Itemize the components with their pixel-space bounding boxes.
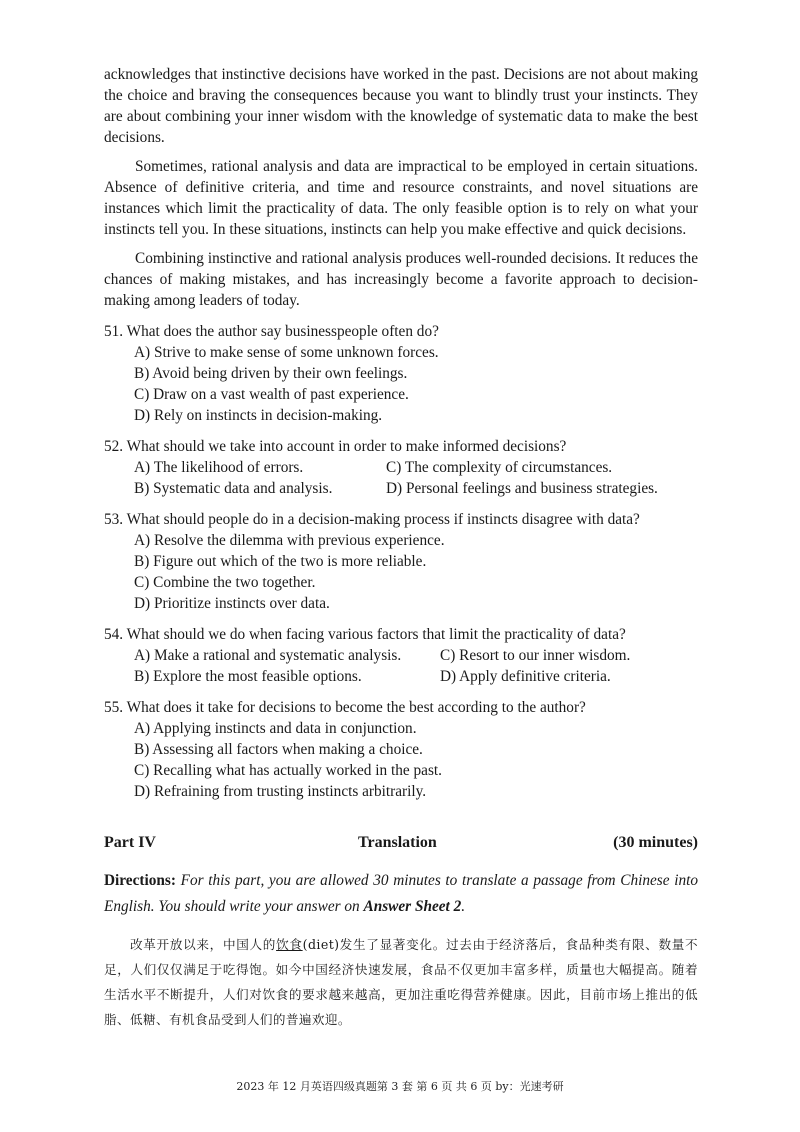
question-55-option-c: C) Recalling what has actually worked in the past. [134, 762, 442, 779]
translation-text-rest: (diet)发生了显著变化。过去由于经济落后，食品种类有限、数量不足，人们仅仅满足于吃得饱。如今中国经济快速发展，食品不仅更加丰富多样，质量也大幅提高。随着生活水平不断提升，人们对饮食的要求越来越高，更加注重吃得营养健康。因此，目前市场上推出的低脂、低糖、有机食品受到人们的普遍欢迎。 [104, 937, 698, 1027]
question-52-option-d: D) Personal feelings and business strategies. [386, 480, 658, 497]
question-54-option-b: B) Explore the most feasible options. [134, 668, 362, 685]
question-53 [104, 509, 698, 614]
question-54-option-d: D) Apply definitive criteria. [440, 668, 611, 685]
translation-underlined-word: 饮食 [276, 937, 303, 952]
question-54-option-a: A) Make a rational and systematic analysis. [134, 647, 402, 664]
question-52-option-b: B) Systematic data and analysis. [134, 480, 333, 497]
translation-passage [104, 932, 698, 1032]
question-54-stem: 54. What should we do when facing various factors that limit the practicality of data? [104, 626, 626, 643]
question-52-stem: 52. What should we take into account in order to make informed decisions? [104, 438, 567, 455]
question-54-option-c: C) Resort to our inner wisdom. [440, 647, 631, 664]
answer-sheet-label: Answer Sheet 2 [363, 898, 462, 915]
question-55-option-a: A) Applying instincts and data in conjunction. [134, 720, 417, 737]
question-51-stem: 51. What does the author say businesspeople often do? [104, 323, 439, 340]
question-52 [104, 436, 698, 499]
question-53-option-a: A) Resolve the dilemma with previous experience. [134, 532, 445, 549]
question-55 [104, 697, 698, 802]
translation-text-start: 改革开放以来，中国人的 [130, 937, 277, 952]
passage-paragraph-1: acknowledges that instinctive decisions have worked in the past. Decisions are not about making the choice and braving the consequences because you want to blindly trust your instincts. They are about combining your inner wisdom with the knowledge of systematic data to make the best decisions. [104, 66, 698, 146]
directions-label: Directions: [104, 872, 176, 889]
question-53-stem: 53. What should people do in a decision-making process if instincts disagree with data? [104, 511, 640, 528]
passage-paragraph-3: Combining instinctive and rational analysis produces well-rounded decisions. It reduces the chances of making mistakes, and has increasingly become a favorite approach to decision-making among leaders of today. [104, 250, 698, 309]
directions-period: . [461, 898, 466, 915]
directions-text: For this part, you are allowed 30 minutes to translate a passage from Chinese into English. You should write your answer on [104, 872, 698, 915]
question-55-stem: 55. What does it take for decisions to become the best according to the author? [104, 699, 586, 716]
page-footer: 2023 年 12 月英语四级真题第 3 套 第 6 页 共 6 页 by：光速考研 [236, 1080, 564, 1093]
question-54 [104, 624, 698, 687]
question-55-option-d: D) Refraining from trusting instincts arbitrarily. [134, 783, 427, 800]
part-label: Part IV [104, 834, 156, 851]
question-53-option-b: B) Figure out which of the two is more reliable. [134, 553, 427, 570]
directions [104, 868, 698, 920]
question-52-option-a: A) The likelihood of errors. [134, 459, 304, 476]
question-51-option-a: A) Strive to make sense of some unknown forces. [134, 344, 439, 361]
question-51-option-c: C) Draw on a vast wealth of past experience. [134, 386, 409, 403]
part-time: (30 minutes) [613, 834, 698, 851]
question-55-option-b: B) Assessing all factors when making a choice. [134, 741, 423, 758]
question-51 [104, 321, 698, 426]
question-51-option-d: D) Rely on instincts in decision-making. [134, 407, 383, 424]
question-53-option-c: C) Combine the two together. [134, 574, 316, 591]
exam-page [104, 64, 698, 1032]
passage-paragraph-2: Sometimes, rational analysis and data are impractical to be employed in certain situations. Absence of definitive criteria, and time and resource constraints, and novel situations are instances which limit the practicality of data. The only feasible option is to rely on what your instincts tell you. In these situations, instincts can help you make effective and quick decisions. [104, 158, 698, 238]
question-52-option-c: C) The complexity of circumstances. [386, 459, 613, 476]
question-53-option-d: D) Prioritize instincts over data. [134, 595, 330, 612]
part-iv-heading [104, 834, 698, 856]
question-51-option-b: B) Avoid being driven by their own feelings. [134, 365, 408, 382]
part-title: Translation [358, 834, 437, 851]
